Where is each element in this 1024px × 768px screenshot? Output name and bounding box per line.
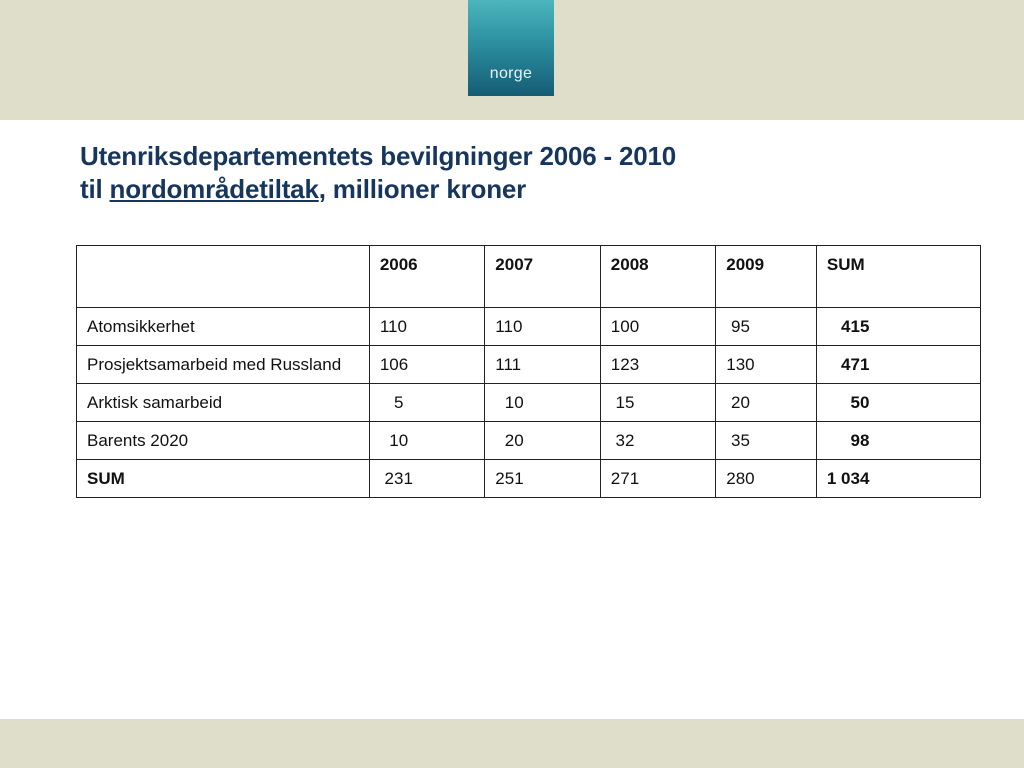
cell-sum: 471 bbox=[816, 346, 980, 384]
cell-2007: 110 bbox=[485, 308, 600, 346]
header-cell-2006: 2006 bbox=[369, 246, 484, 308]
budget-table bbox=[76, 245, 981, 498]
norge-logo bbox=[468, 0, 554, 96]
cell-sum: 98 bbox=[816, 422, 980, 460]
cell-2006: 106 bbox=[369, 346, 484, 384]
row-label: Arktisk samarbeid bbox=[77, 384, 370, 422]
cell-2009: 130 bbox=[716, 346, 817, 384]
cell-sum: 415 bbox=[816, 308, 980, 346]
table-row bbox=[77, 308, 981, 346]
cell-2009: 20 bbox=[716, 384, 817, 422]
slide-title bbox=[80, 140, 980, 206]
table-row bbox=[77, 384, 981, 422]
cell-2006: 5 bbox=[369, 384, 484, 422]
header-cell-2008: 2008 bbox=[600, 246, 715, 308]
cell-2009: 95 bbox=[716, 308, 817, 346]
cell-2008: 15 bbox=[600, 384, 715, 422]
title-line-2-suffix: , millioner kroner bbox=[318, 174, 527, 204]
cell-2006: 10 bbox=[369, 422, 484, 460]
cell-2009: 280 bbox=[716, 460, 817, 498]
row-label: SUM bbox=[77, 460, 370, 498]
cell-2006: 231 bbox=[369, 460, 484, 498]
cell-2007: 111 bbox=[485, 346, 600, 384]
table-total-row bbox=[77, 460, 981, 498]
table-header-row bbox=[77, 246, 981, 308]
footer-band bbox=[0, 719, 1024, 768]
title-underlined-term: nordområdetiltak bbox=[109, 174, 319, 204]
header-cell-2009: 2009 bbox=[716, 246, 817, 308]
row-label: Prosjektsamarbeid med Russland bbox=[77, 346, 370, 384]
header-cell-2007: 2007 bbox=[485, 246, 600, 308]
table-row bbox=[77, 346, 981, 384]
cell-2007: 251 bbox=[485, 460, 600, 498]
row-label: Atomsikkerhet bbox=[77, 308, 370, 346]
cell-2008: 100 bbox=[600, 308, 715, 346]
logo-text: norge bbox=[489, 65, 533, 82]
title-line-2-prefix: til bbox=[80, 174, 110, 204]
title-line-1: Utenriksdepartementets bevilgninger 2006 - 2010 bbox=[80, 141, 677, 171]
cell-2007: 10 bbox=[485, 384, 600, 422]
cell-2009: 35 bbox=[716, 422, 817, 460]
table-row bbox=[77, 422, 981, 460]
cell-sum: 1 034 bbox=[816, 460, 980, 498]
title-line-2 bbox=[80, 173, 980, 206]
cell-2008: 271 bbox=[600, 460, 715, 498]
cell-2007: 20 bbox=[485, 422, 600, 460]
cell-2006: 110 bbox=[369, 308, 484, 346]
row-label: Barents 2020 bbox=[77, 422, 370, 460]
header-cell-empty bbox=[77, 246, 370, 308]
header-cell-sum: SUM bbox=[816, 246, 980, 308]
cell-2008: 123 bbox=[600, 346, 715, 384]
cell-sum: 50 bbox=[816, 384, 980, 422]
cell-2008: 32 bbox=[600, 422, 715, 460]
